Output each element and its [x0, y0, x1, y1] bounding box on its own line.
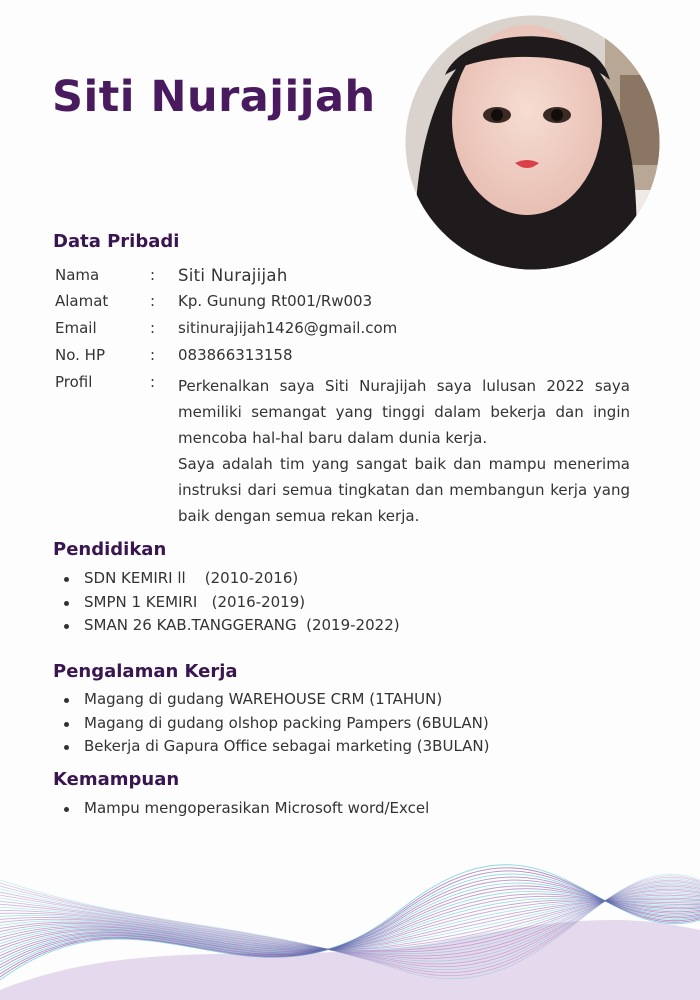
list-item: Bekerja di Gapura Office sebagai marketing (3BULAN)	[64, 735, 489, 759]
field-value: sitinurajijah1426@gmail.com	[178, 319, 398, 337]
section-title-experience: Pengalaman Kerja	[53, 661, 238, 682]
decorative-waves	[0, 820, 700, 1000]
list-item: SMAN 26 KAB.TANGGERANG (2019-2022)	[64, 614, 400, 638]
list-item: Mampu mengoperasikan Microsoft word/Excel	[64, 797, 429, 821]
section-title-personal: Data Pribadi	[53, 231, 180, 252]
field-separator: :	[150, 346, 156, 364]
profile-photo	[405, 15, 660, 270]
list-item: Magang di gudang olshop packing Pampers (6BULAN)	[64, 712, 489, 736]
skills-list	[64, 797, 429, 821]
field-label: Alamat	[55, 292, 109, 310]
resume-name: Siti Nurajijah	[52, 72, 376, 122]
field-label: No. HP	[55, 346, 105, 364]
field-separator: :	[150, 266, 156, 284]
field-value: 083866313158	[178, 346, 293, 364]
list-item: SMPN 1 KEMIRI (2016-2019)	[64, 591, 400, 615]
field-separator: :	[150, 373, 156, 391]
field-separator: :	[150, 292, 156, 310]
list-item: SDN KEMIRI ll (2010-2016)	[64, 567, 400, 591]
field-label: Nama	[55, 266, 100, 284]
field-value: Siti Nurajijah	[178, 266, 288, 285]
field-label: Profil	[55, 373, 93, 391]
profile-paragraph: Saya adalah tim yang sangat baik dan mampu menerima instruksi dari semua tingkatan dan membangun kerja yang baik dengan semua rekan kerja.	[178, 455, 630, 525]
education-list	[64, 567, 400, 638]
field-value: Kp. Gunung Rt001/Rw003	[178, 292, 373, 310]
profile-text	[178, 373, 630, 529]
field-separator: :	[150, 319, 156, 337]
list-item: Magang di gudang WAREHOUSE CRM (1TAHUN)	[64, 688, 489, 712]
wave-lines	[0, 865, 700, 1000]
profile-paragraph: Perkenalkan saya Siti Nurajijah saya lulusan 2022 saya memiliki semangat yang tinggi dalam bekerja dan ingin mencoba hal-hal baru dalam dunia kerja.	[178, 377, 630, 447]
field-label: Email	[55, 319, 97, 337]
section-title-education: Pendidikan	[53, 539, 167, 560]
experience-list	[64, 688, 489, 759]
section-title-skills: Kemampuan	[53, 769, 180, 790]
